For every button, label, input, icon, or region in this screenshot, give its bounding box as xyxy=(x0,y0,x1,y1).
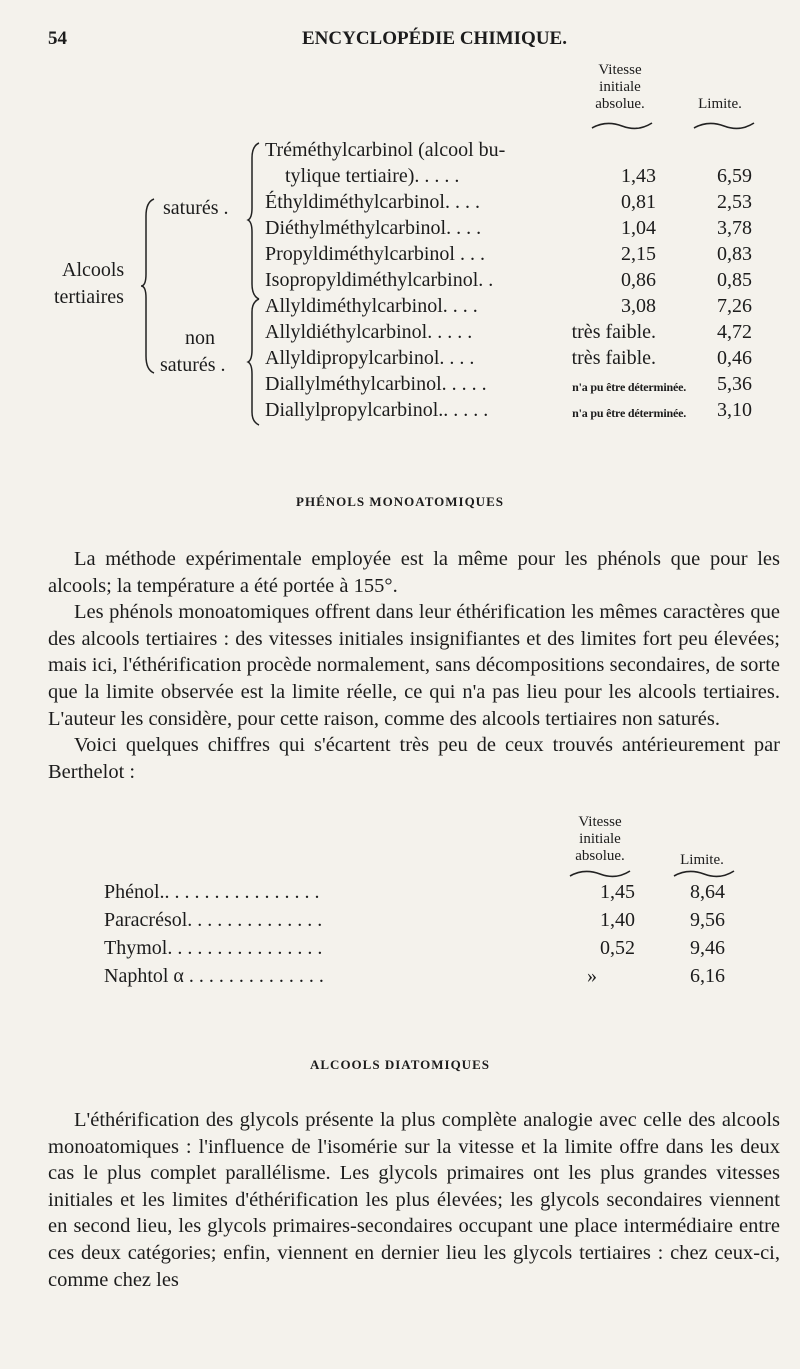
vitesse-value: » xyxy=(587,965,597,987)
limite-value: 0,46 xyxy=(717,347,752,369)
compound-name: Diéthylméthylcarbinol. . . . xyxy=(265,217,482,239)
vitesse-value: 1,45 xyxy=(600,881,635,903)
compound-name: Allyldipropylcarbinol. . . . xyxy=(265,347,475,369)
group-label-alcools: Alcools xyxy=(62,259,125,281)
paragraph: La méthode expérimentale employée est la même pour les phénols que pour les alcools; la température a été portée à 155°. xyxy=(48,548,780,597)
col-header-vitesse-line2: initiale xyxy=(579,831,621,847)
brace-alcools-tertiaires xyxy=(140,198,156,374)
limite-value: 9,46 xyxy=(690,937,725,959)
limite-value: 6,16 xyxy=(690,965,725,987)
tilde-rule-limite xyxy=(692,118,756,132)
limite-value: 3,10 xyxy=(717,399,752,421)
brace-non-satures xyxy=(247,298,261,426)
compound-name: Isopropyldiméthylcarbinol. . xyxy=(265,269,494,291)
running-title: ENCYCLOPÉDIE CHIMIQUE. xyxy=(302,28,567,49)
vitesse-value: 0,81 xyxy=(621,191,656,213)
vitesse-value: 3,08 xyxy=(621,295,656,317)
col-header-vitesse-line2: initiale xyxy=(599,79,641,95)
section-title-phenols: PHÉNOLS MONOATOMIQUES xyxy=(296,494,504,509)
page-number: 54 xyxy=(48,28,67,49)
compound-name: Diallylméthylcarbinol. . . . . xyxy=(265,373,487,395)
tilde-rule-vitesse xyxy=(568,866,632,880)
limite-value: 8,64 xyxy=(690,881,725,903)
vitesse-value: n'a pu être déterminée. xyxy=(572,380,686,394)
vitesse-value: très faible. xyxy=(571,321,656,343)
limite-value: 0,83 xyxy=(717,243,752,265)
vitesse-value: 0,86 xyxy=(621,269,656,291)
limite-value: 2,53 xyxy=(717,191,752,213)
vitesse-value: 1,04 xyxy=(621,217,656,239)
vitesse-value: n'a pu être déterminée. xyxy=(572,406,686,420)
vitesse-value: 2,15 xyxy=(621,243,656,265)
col-header-vitesse-line3: absolue. xyxy=(575,848,625,864)
compound-name: Allyldiméthylcarbinol. . . . xyxy=(265,295,478,317)
compound-name: Propyldiméthylcarbinol . . . xyxy=(265,243,485,265)
limite-value: 6,59 xyxy=(717,165,752,187)
compound-name: Tréméthylcarbinol (alcool bu- xyxy=(265,139,506,161)
vitesse-value: 1,40 xyxy=(600,909,635,931)
subgroup-non-satures: saturés . xyxy=(160,354,226,376)
limite-value: 5,36 xyxy=(717,373,752,395)
limite-value: 0,85 xyxy=(717,269,752,291)
subgroup-non: non xyxy=(185,327,215,349)
compound-name: Phénol.. . . . . . . . . . . . . . . . xyxy=(104,881,320,903)
col-header-vitesse-line1: Vitesse xyxy=(598,62,642,78)
paragraph: Les phénols monoatomiques offrent dans leur éthérification les mêmes caractères que des alcools tertiaires : des vitesses initiales insignifiantes et des limites fort peu élevées; mais ici, l'éthérification procède normalement, sans décompositions secondaires, de sorte que la limite observée est la limite réelle, ce qui n'a pas lieu pour les alcools tertiaires. L'auteur les considère, pour cette raison, comme des alcools tertiaires non saturés. xyxy=(48,601,780,730)
tilde-rule-vitesse xyxy=(590,118,654,132)
group-label-tertiaires: tertiaires xyxy=(54,286,124,308)
limite-value: 4,72 xyxy=(717,321,752,343)
vitesse-value: 1,43 xyxy=(621,165,656,187)
compound-name: Diallylpropylcarbinol.. . . . . xyxy=(265,399,489,421)
col-header-vitesse-line3: absolue. xyxy=(595,96,645,112)
compound-name: Naphtol α . . . . . . . . . . . . . . xyxy=(104,965,324,987)
col-header-vitesse-line1: Vitesse xyxy=(578,814,622,830)
limite-value: 3,78 xyxy=(717,217,752,239)
vitesse-value: 0,52 xyxy=(600,937,635,959)
section-diatomiques-text xyxy=(48,1107,780,1293)
compound-name: Éthyldiméthylcarbinol. . . . xyxy=(265,191,480,213)
paragraph: L'éthérification des glycols présente la plus complète analogie avec celle des alcools monoatomiques : l'influence de l'isomérie sur la vitesse et la limite offre dans les deux cas le plus complet parallélisme. Les glycols primaires ont les plus grandes vitesses initiales et les limites d'éthérification les plus élevées; les glycols secondaires viennent en second lieu, les glycols primaires-secondaires occupant une place intermédiaire entre ces deux catégories; enfin, viennent en dernier lieu les glycols tertiaires : chez ceux-ci, comme chez les xyxy=(48,1109,780,1291)
vitesse-value: très faible. xyxy=(571,347,656,369)
subgroup-satures: saturés . xyxy=(163,197,229,219)
compound-name: tylique tertiaire). . . . . xyxy=(285,165,460,187)
col-header-vitesse xyxy=(580,62,660,113)
brace-satures xyxy=(247,142,261,300)
col-header-limite: Limite. xyxy=(680,852,724,868)
paragraph: Voici quelques chiffres qui s'écartent très peu de ceux trouvés antérieurement par Berthelot : xyxy=(48,734,780,783)
section-title-alcools-diatomiques: ALCOOLS DIATOMIQUES xyxy=(310,1057,490,1072)
col-header-limite: Limite. xyxy=(698,96,742,112)
compound-name: Paracrésol. . . . . . . . . . . . . . xyxy=(104,909,323,931)
tilde-rule-limite xyxy=(672,866,736,880)
compound-name: Allyldiéthylcarbinol. . . . . xyxy=(265,321,473,343)
section-phenols-text xyxy=(48,546,780,785)
limite-value: 9,56 xyxy=(690,909,725,931)
col-header-vitesse xyxy=(560,814,640,865)
limite-value: 7,26 xyxy=(717,295,752,317)
compound-name: Thymol. . . . . . . . . . . . . . . . xyxy=(104,937,323,959)
